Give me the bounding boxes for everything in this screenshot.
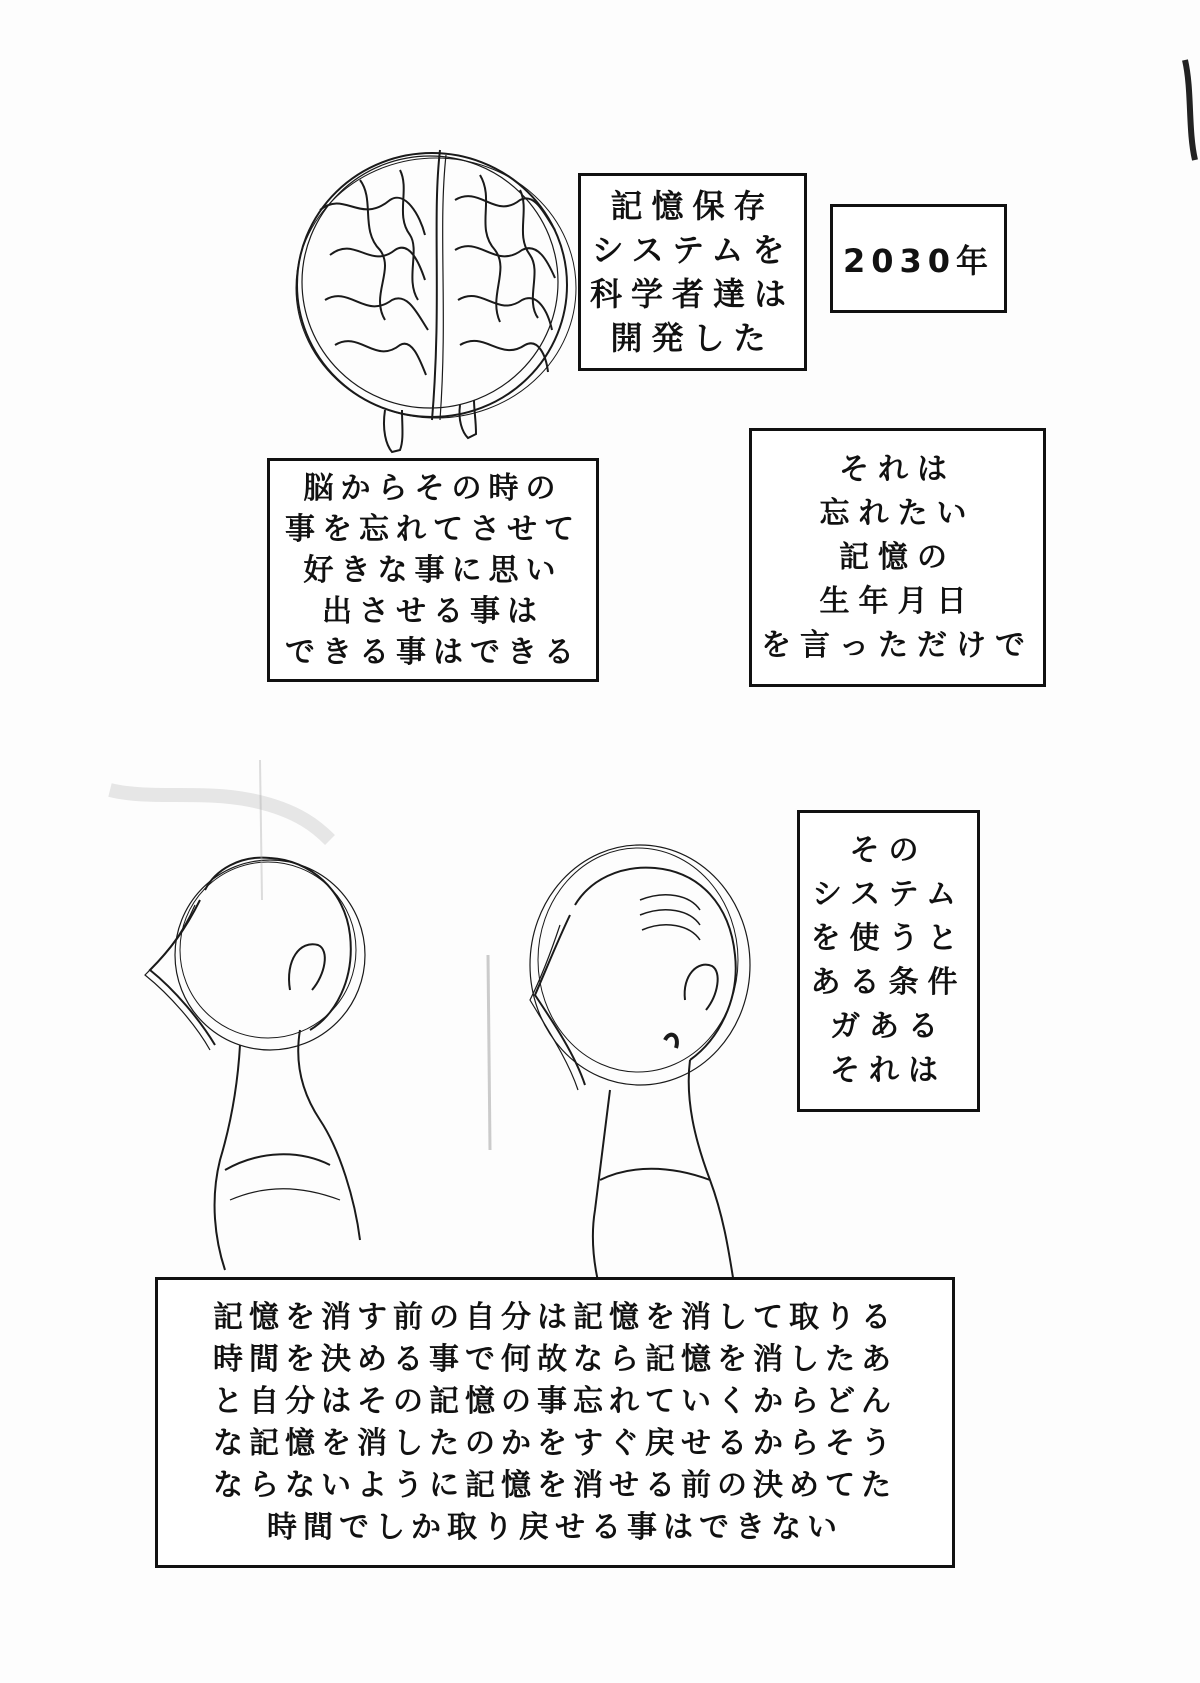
brain-sketch <box>296 150 576 452</box>
caption-line: 記憶保存 <box>610 187 775 225</box>
caption-line: と自分はその記憶の事忘れていくからどん <box>213 1383 897 1419</box>
caption-line: 開発した <box>610 319 775 357</box>
caption-line: できる事はできる <box>285 634 581 670</box>
caption-line: 忘れたい <box>819 495 976 531</box>
caption-line: を言っただけで <box>761 627 1034 663</box>
caption-system-development <box>578 173 807 371</box>
caption-line: ガある <box>830 1009 947 1044</box>
caption-line: 出させる事は <box>322 593 544 629</box>
caption-line: 脳からその時の <box>303 470 563 506</box>
right-figure-sketch <box>530 845 750 1290</box>
caption-line: システム <box>812 877 965 912</box>
caption-line: 時間を決める事で何故なら記憶を消したあ <box>213 1341 897 1377</box>
caption-line: 好きな事に思い <box>303 552 563 588</box>
caption-line: 生年月日 <box>819 583 976 619</box>
caption-line: システムを <box>591 231 794 269</box>
caption-line: ならないように記憶を消せる前の決めてた <box>213 1467 897 1503</box>
caption-line: それは <box>839 451 956 487</box>
background-line <box>260 760 262 900</box>
caption-line: を使うと <box>810 921 967 956</box>
caption-line: 時間でしか取り戻せる事はできない <box>267 1509 843 1545</box>
caption-year <box>830 204 1007 313</box>
left-figure-sketch <box>110 790 365 1270</box>
caption-line: それは <box>830 1053 947 1088</box>
caption-birthdate <box>749 428 1046 687</box>
caption-line: 事を忘れてさせて <box>285 511 581 547</box>
caption-forget-recall <box>267 458 599 682</box>
caption-condition <box>797 810 980 1112</box>
caption-line: な記憶を消したのかをすぐ戻せるからそう <box>213 1425 897 1461</box>
caption-line: 記憶を消す前の自分は記憶を消して取りる <box>213 1299 897 1335</box>
background-line <box>488 955 490 1150</box>
caption-line: その <box>849 833 928 868</box>
caption-line: ある条件 <box>810 965 967 1000</box>
caption-explanation <box>155 1277 955 1568</box>
corner-smudge <box>1185 60 1195 160</box>
caption-line: 科学者達は <box>589 275 795 313</box>
year-label: 2030年 <box>842 241 995 280</box>
caption-line: 記憶の <box>839 539 956 575</box>
